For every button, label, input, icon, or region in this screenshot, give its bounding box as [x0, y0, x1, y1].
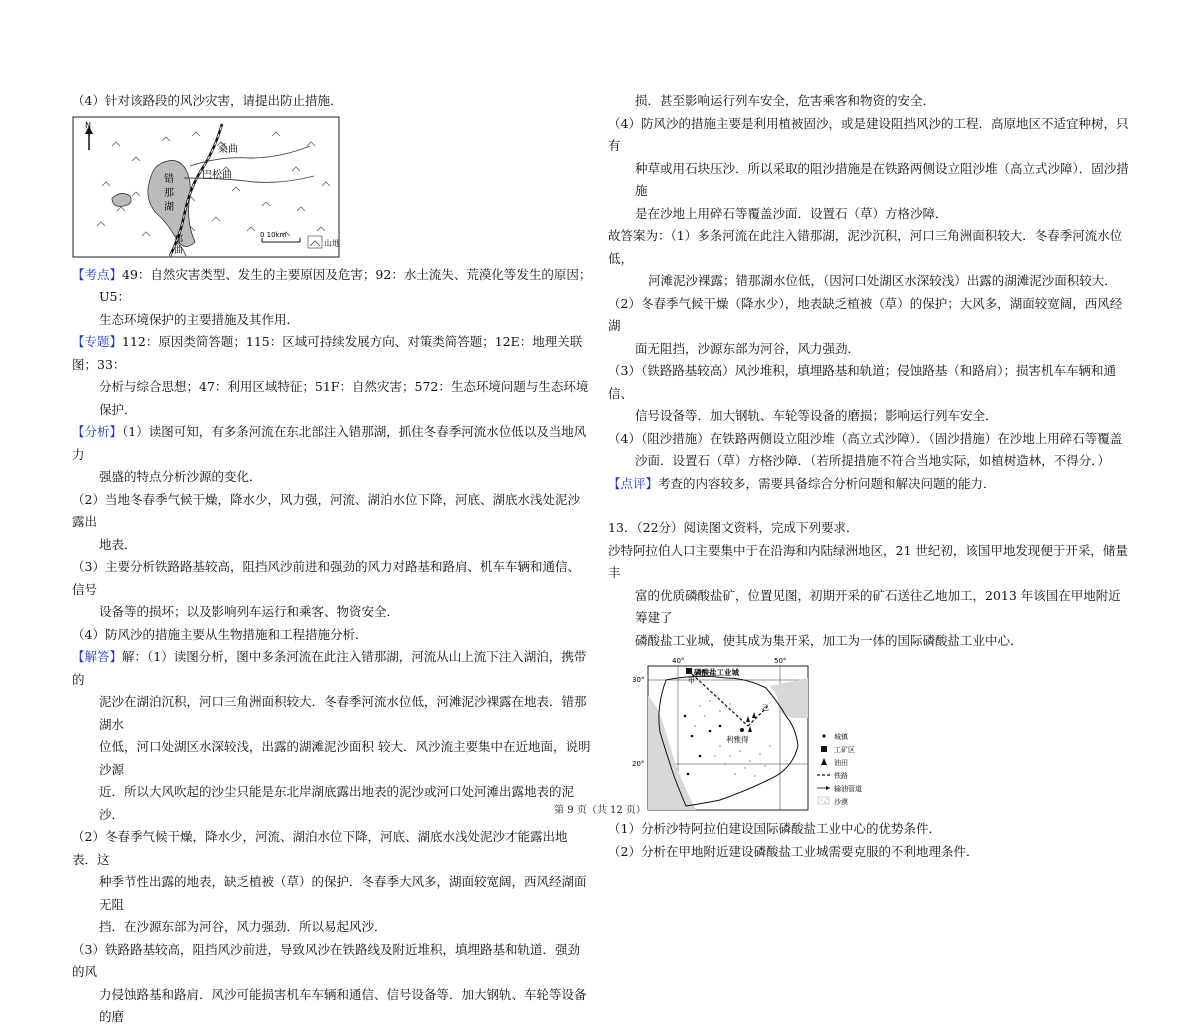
lon-40-label: 40° [672, 657, 685, 665]
left-column [72, 90, 592, 1029]
answer-1a: （1）多条河流在此注入错那湖，泥沙沉积，河口三角洲面积较大．冬春季河流水位低， [608, 228, 1123, 266]
jia-label: 甲 [688, 677, 695, 685]
fenxi-2b: 地表． [99, 536, 137, 552]
fenxi-text-1: （1）读图可知，有多条河流在东北部注入错那湖，抓住冬春季河流水位低以及当地风力 [72, 424, 587, 462]
fenxi-3b: 设备等的损坏；以及影响列车运行和乘客、物资安全． [99, 604, 400, 619]
kaodian-text-2: 生态环境保护的主要措施及其作用． [99, 311, 300, 327]
answer-4b: 沙面．设置石（草）方格沙障．（若所提措施不符合当地实际，如植树造林，不得分．） [635, 453, 1111, 468]
right-column [608, 90, 1133, 863]
industrial-city-label: 磷酸盐工业城 [694, 668, 739, 677]
answer-3a: （3）（铁路路基较高）风沙堆积，填埋路基和轨道；侵蚀路基（和路肩）；损害机车车辆和通信、 [608, 363, 1116, 401]
svg-text:0 10km: 0 10km [260, 230, 287, 239]
legend-town: 城镇 [834, 733, 848, 741]
right-4c: 是在沙地上用碎石等覆盖沙面．设置石（草）方格沙障． [635, 205, 948, 221]
lon-50-label: 50° [774, 657, 787, 665]
fenxi-2a: （2）当地冬春季气候干燥，降水少，风力强，河流、湖泊水位下降，河底、湖底水浅处泥沙露出 [72, 491, 580, 529]
naqu-label-2: 曲 [174, 245, 184, 256]
jieda-2b: 种季节性出露的地表，缺乏植被（草）的保护．冬春季大风多，湖面较宽阔，西风经湖面无阻 [99, 874, 587, 912]
question-13-part-1: （1）分析沙特阿拉伯建设国际磷酸盐工业中心的优势条件． [608, 821, 941, 836]
north-label: N [85, 120, 91, 130]
riyadh-marker [740, 728, 744, 732]
fenxi-3a: （3）主要分析铁路路基较高，阻挡风沙前进和强劲的风力对路基和路肩、机车车辆和通信、信号 [72, 559, 580, 597]
lake-label-2: 那 [164, 187, 174, 199]
question-13-title: 13．（22分）阅读图文资料，完成下列要求． [608, 520, 859, 535]
page-footer: 第 9 页（共 12 页） [554, 805, 646, 816]
fenxi-4: （4）防风沙的措施主要从生物措施和工程措施分析． [72, 626, 368, 642]
kaodian-text-1: 49：自然灾害类型、发生的主要原因及危害；92：水土流失、荒漠化等发生的原因；U5： [99, 266, 592, 304]
zhuanti-text-1: 112：原因类简答题；115：区域可持续发展方向、对策类简答题；12E：地理关联图；33： [72, 334, 583, 372]
zhuanti-tag: 【专题】 [72, 334, 123, 349]
lake-label-3: 湖 [164, 201, 174, 213]
kaodian-tag: 【考点】 [72, 266, 123, 282]
question-13-para-1: 沙特阿拉伯人口主要集中于在沿海和内陆绿洲地区，21 世纪初，该国甲地发现便于开采，储量丰 [608, 542, 1128, 580]
map-legend [817, 732, 862, 806]
jieda-3b: 力侵蚀路基和路肩．风沙可能损害机车车辆和通信、信号设备等．加大钢轨、车轮等设备的磨 [99, 986, 587, 1024]
jieda-2c: 挡．在沙源东部为河谷，风力强劲．所以易起风沙． [99, 919, 387, 934]
legend-mine: 工矿区 [834, 746, 855, 754]
basongqu-label: 巴松曲 [202, 169, 232, 181]
question-13-para-3: 磷酸盐工业城，使其成为集开采，加工为一体的国际磷酸盐工业中心． [635, 632, 1023, 648]
sangqu-label: 桑曲 [218, 143, 238, 155]
zhuanti-text-2: 分析与综合思想；47：利用区域特征；51F：自然灾害；572：生态环境问题与生态环境保护． [99, 379, 589, 417]
lat-30-label: 30° [632, 676, 645, 684]
question-13-part-2: （2）分析在甲地附近建设磷酸盐工业城需要克服的不利地理条件． [608, 843, 979, 859]
question-4-title: （4）针对该路段的风沙灾害，请提出防止措施． [72, 93, 343, 108]
jieda-2a: （2）冬春季气候干燥，降水少，河流、湖泊水位下降，河底、湖底水浅处泥沙才能露出地表．这 [72, 829, 568, 867]
fenxi-tag: 【分析】 [72, 424, 123, 439]
fenxi-text-2: 强盛的特点分析沙源的变化． [99, 469, 262, 484]
answer-label: 故答案为： [608, 228, 671, 243]
legend-rail: 铁路 [834, 772, 848, 780]
mountain-legend-label: 山地 [324, 238, 340, 248]
cuona-lake-map [72, 116, 340, 258]
legend-oil: 油田 [834, 759, 848, 767]
riyadh-label: 利雅得 [726, 735, 749, 744]
jieda-tag: 【解答】 [72, 649, 123, 664]
legend-pipe: 输油管道 [834, 785, 862, 793]
answer-2b: 面无阻挡，沙源东部为河谷，风力强劲． [635, 340, 861, 356]
legend-desert: 沙漠 [834, 798, 848, 806]
jieda-1a: 解：（1）读图分析，图中多条河流在此注入错那湖，河流从山上流下注入湖泊，携带的 [72, 649, 587, 687]
scale-bar [260, 231, 300, 242]
dianping-tag: 【点评】 [608, 475, 659, 491]
industrial-city-marker [686, 668, 692, 674]
answer-4a: （4）（阻沙措施）在铁路两侧设立阻沙堆（高立式沙障）．（固沙措施）在沙地上用碎石等覆盖 [608, 430, 1123, 446]
jieda-3a: （3）铁路路基较高，阻挡风沙前进，导致风沙在铁路线及附近堆积，填埋路基和轨道．强劲的风 [72, 941, 580, 979]
right-continued-1: 损．甚至影响运行列车安全，危害乘客和物资的安全． [635, 93, 936, 108]
sangqu-river [190, 146, 310, 166]
right-4a: （4）防风沙的措施主要是利用植被固沙，或是建设阻挡风沙的工程．高原地区不适宜种树，只有 [608, 115, 1129, 153]
saudi-arabia-map [630, 656, 880, 814]
jieda-1d: 近．所以大风吹起的沙尘只能是东北岸湖底露出地表的泥沙或河口处河滩出露地表的泥沙． [99, 784, 575, 822]
naqu-label-1: 那 [174, 234, 184, 245]
yi-label: 乙 [762, 704, 769, 712]
question-13-para-2: 富的优质磷酸盐矿，位置见图，初期开采的矿石送往乙地加工，2013 年该国在甲地附近筹建了 [635, 587, 1121, 625]
jieda-1c: 位低，河口处湖区水深较浅，出露的湖滩泥沙面积 较大．风沙流主要集中在近地面，说明沙源 [99, 739, 591, 777]
dianping-text: 考查的内容较多，需要具备综合分析问题和解决问题的能力． [658, 475, 996, 491]
answer-3b: 信号设备等．加大钢轨、车轮等设备的磨损；影响运行列车安全． [635, 408, 998, 423]
answer-2a: （2）冬春季气候干燥（降水少），地表缺乏植被（草）的保护；大风多，湖面较宽阔，西风经湖 [608, 295, 1123, 333]
lake-label-1: 错 [164, 173, 174, 185]
jieda-1b: 泥沙在湖泊沉积，河口三角洲面积较大．冬春季河流水位低，河滩泥沙裸露在地表．错那湖水 [99, 694, 587, 732]
lat-20-label: 20° [632, 760, 645, 768]
right-4b: 种草或用石块压沙．所以采取的阻沙措施是在铁路两侧设立阻沙堆（高立式沙障）．固沙措施 [635, 160, 1129, 198]
answer-1b: 河滩泥沙裸露；错那湖水位低，（因河口处湖区水深较浅）出露的湖滩泥沙面积较大． [648, 273, 1117, 288]
